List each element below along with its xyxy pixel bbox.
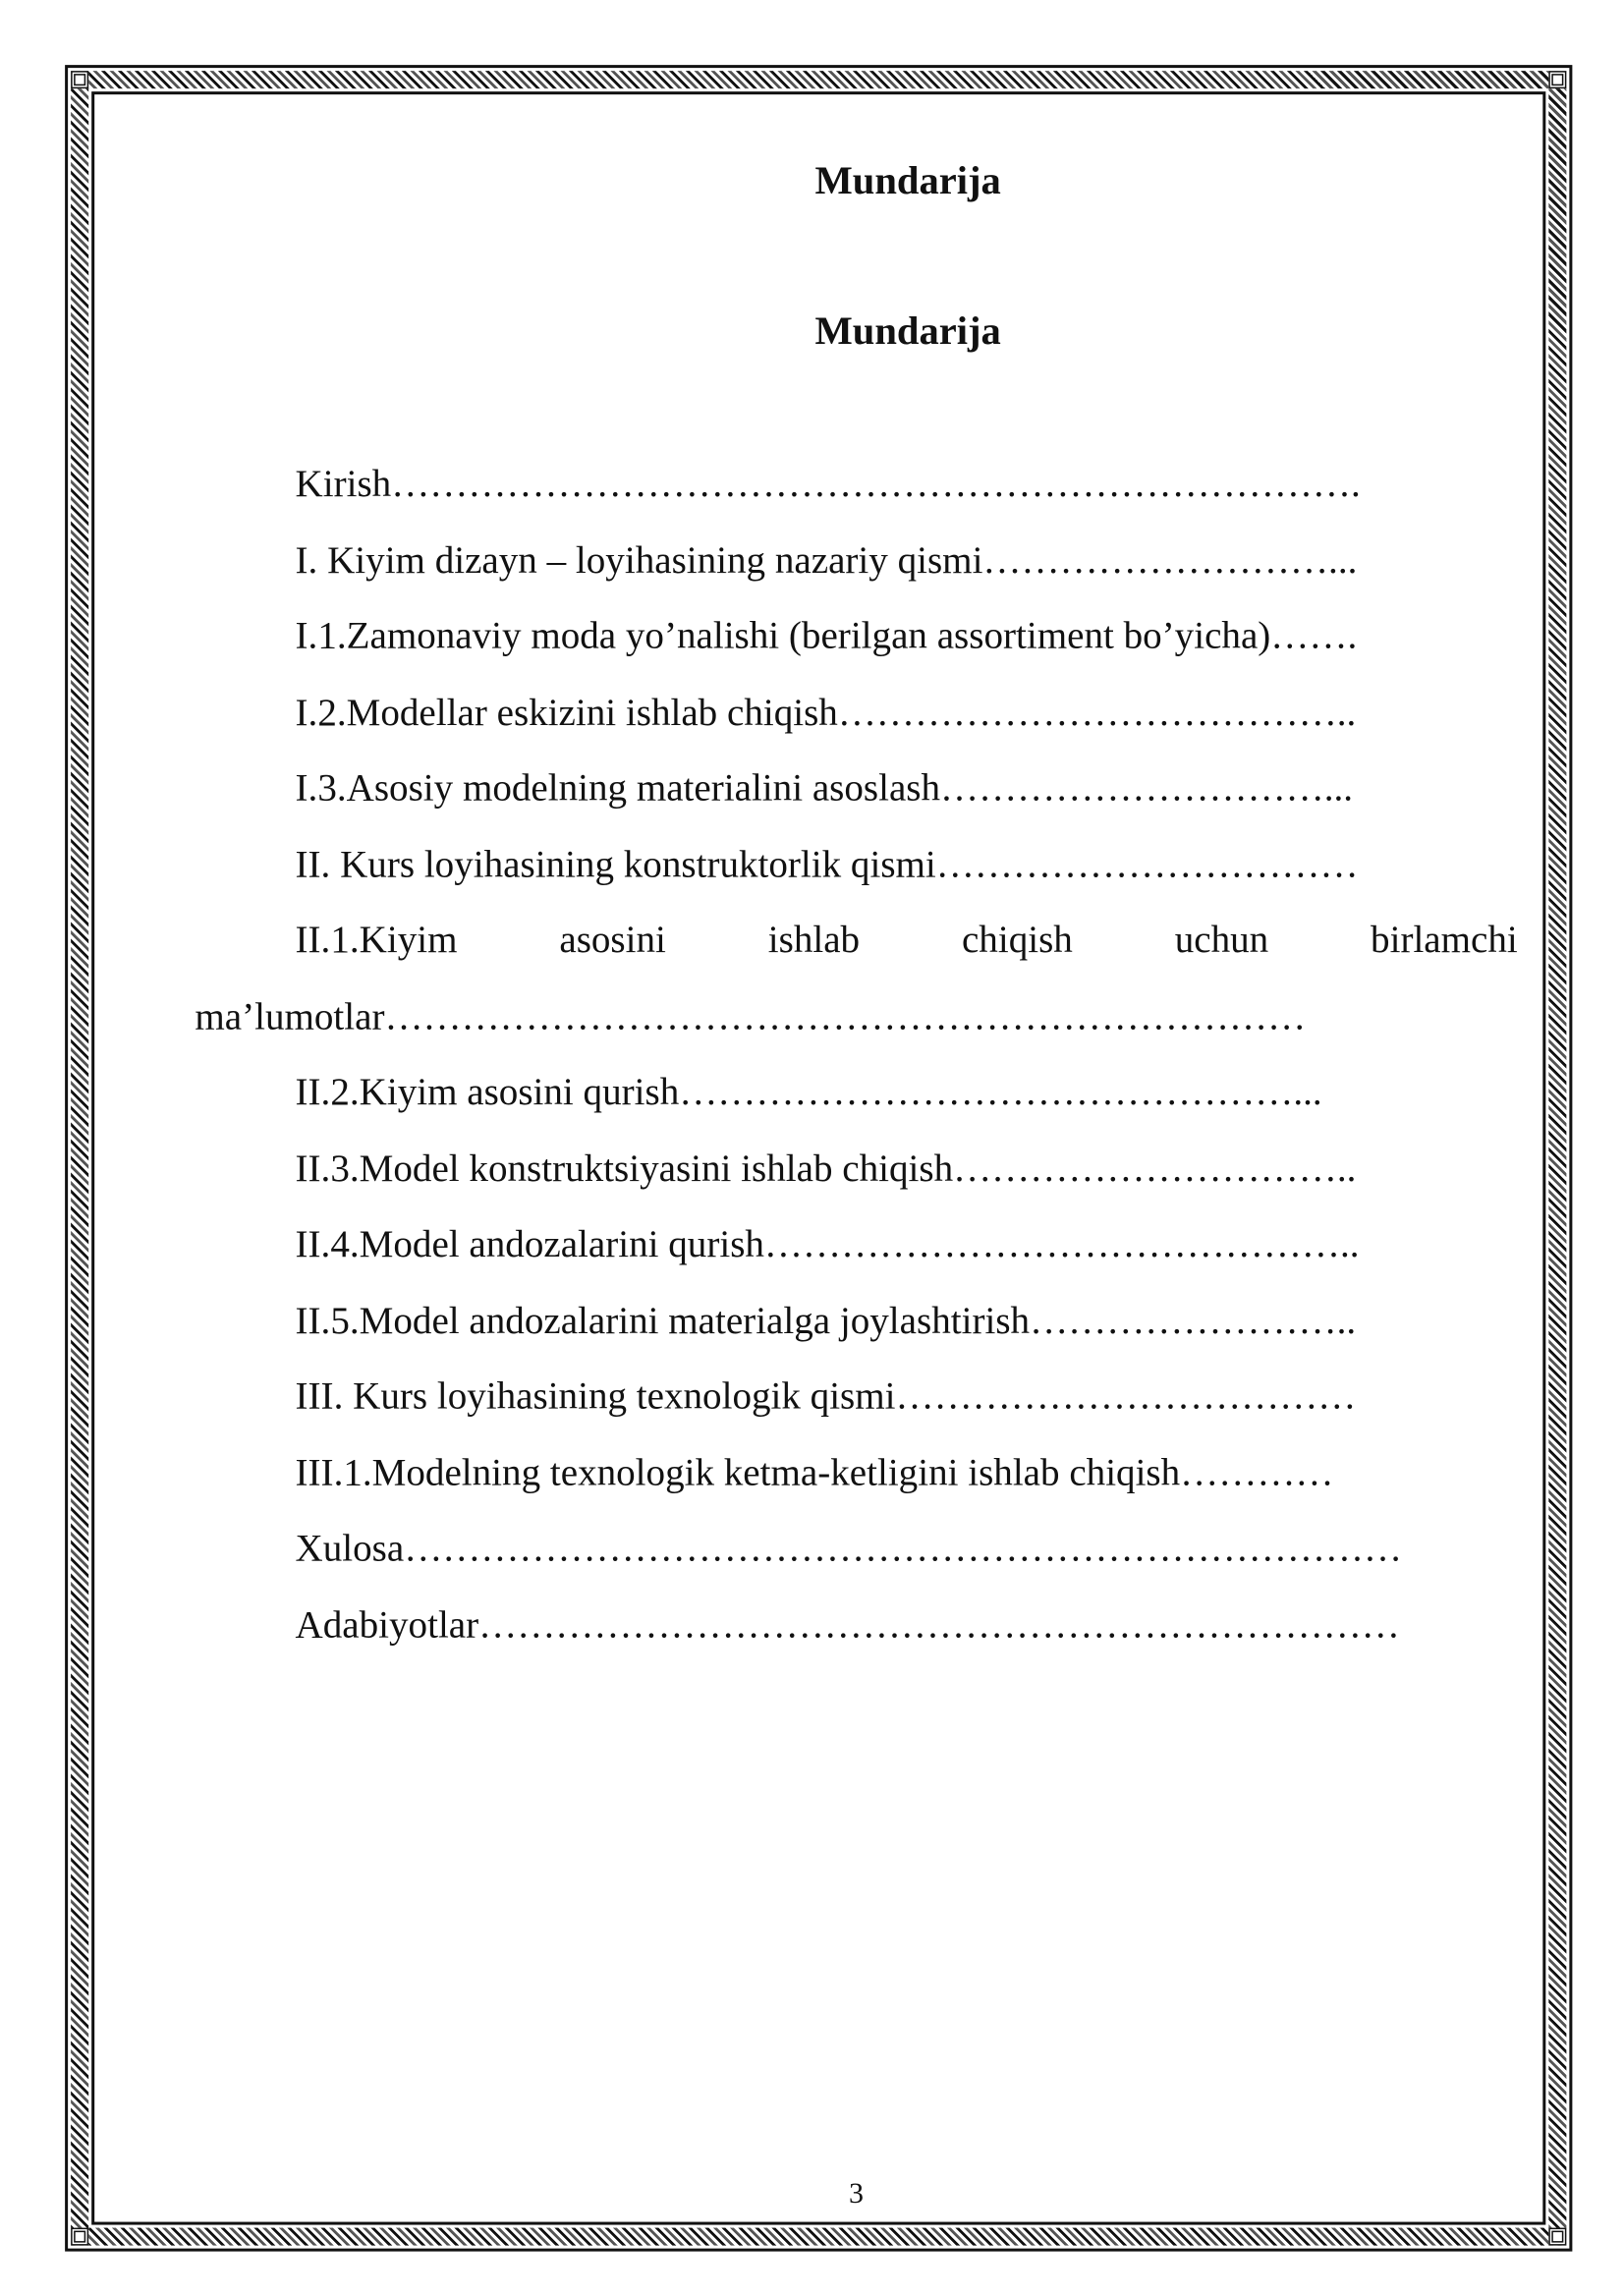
page-title: Mundarija (814, 157, 1001, 202)
toc-entry-1-3[interactable]: I.3.Asosiy modelning materialini asoslash…………………………... (295, 765, 1354, 810)
frame-corner-ornament (71, 2228, 88, 2246)
toc-entry-2-4[interactable]: II.4.Model andozalarini qurish……………………………………….. (295, 1222, 1360, 1265)
toc-entry-part-3[interactable]: III. Kurs loyihasining texnologik qismi……………………………… (295, 1374, 1357, 1418)
frame-corner-ornament (1548, 2228, 1566, 2246)
table-of-contents (195, 455, 1517, 1671)
toc-entry-kirish[interactable]: Kirish…………………………………………………………………. (295, 462, 1361, 505)
toc-entry-2-1[interactable]: II.1.Kiyim asosini ishlab chiqish uchun birlamchi (295, 918, 1518, 962)
toc-entry-part-1[interactable]: I. Kiyim dizayn – loyihasining nazariy qismi………………………... (295, 537, 1358, 582)
frame-corner-ornament (71, 71, 88, 88)
toc-entry-3-1[interactable]: III.1.Modelning texnologik ketma-ketligini ishlab chiqish………… (295, 1450, 1334, 1493)
frame-corner-ornament (1548, 71, 1566, 88)
toc-entry-adabiyotlar[interactable]: Adabiyotlar……………………………………………………………… (295, 1602, 1400, 1646)
toc-entry-1-2[interactable]: I.2.Modellar eskizini ishlab chiqish………………………………….. (295, 690, 1357, 734)
toc-entry-2-5[interactable]: II.5.Model andozalarini materialga joylashtirish…………………….. (295, 1298, 1357, 1342)
toc-entry-2-3[interactable]: II.3.Model konstruktsiyasini ishlab chiqish………………………….. (295, 1146, 1357, 1190)
contents-heading: Mundarija (814, 308, 1001, 354)
toc-entry-2-1-continuation[interactable]: ma’lumotlar……………………………………………………………… (195, 994, 1307, 1037)
page-number: 3 (849, 2177, 865, 2211)
toc-entry-xulosa[interactable]: Xulosa…………………………………………………………………… (295, 1526, 1403, 1570)
toc-entry-1-1[interactable]: I.1.Zamonaviy moda yo’nalishi (berilgan assortiment bo’yicha)……. (295, 614, 1358, 657)
toc-entry-part-2[interactable]: II. Kurs loyihasining konstruktorlik qismi…………………………… (295, 842, 1359, 885)
toc-entry-2-2[interactable]: II.2.Kiyim asosini qurish…………………………………………... (295, 1070, 1322, 1114)
